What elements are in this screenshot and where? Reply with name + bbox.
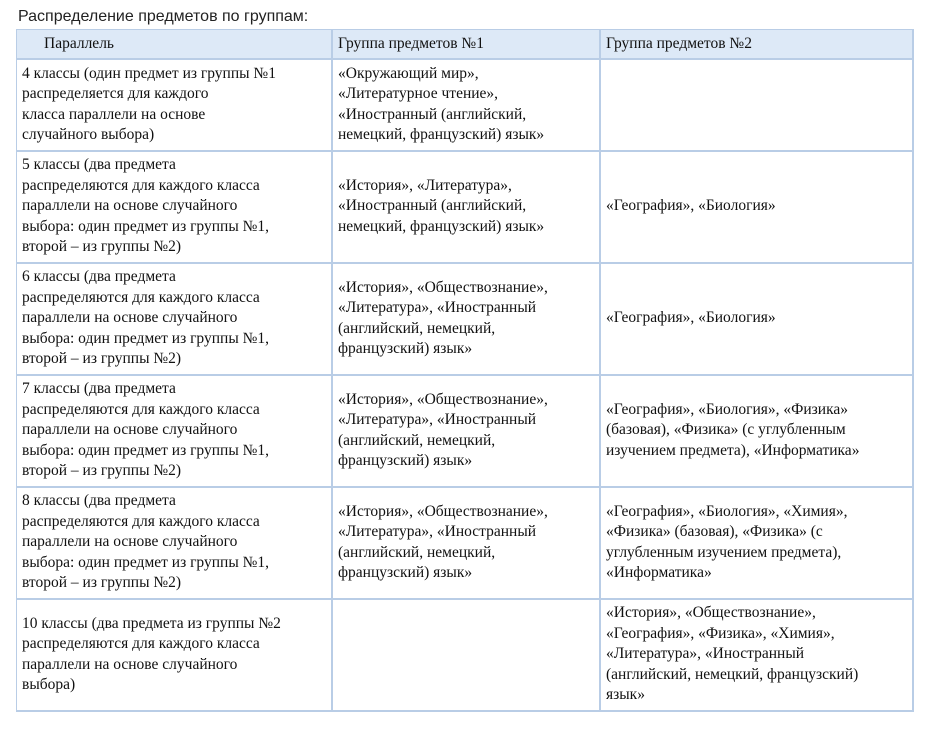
- cell-group-2: «География», «Биология», «Химия», «Физика» (базовая), «Физика» (с углубленным изучением предмета), «Информатика»: [601, 488, 914, 600]
- cell-grade: 6 классы (два предмета распределяются для каждого класса параллели на основе случайного выбора: один предмет из группы №1, второй – из группы №2): [17, 264, 333, 376]
- cell-group-2: [601, 60, 914, 152]
- cell-group-1: «История», «Обществознание», «Литература», «Иностранный (английский, немецкий, французский) язык»: [333, 376, 601, 488]
- table-body: [17, 60, 914, 712]
- cell-group-1: [333, 600, 601, 712]
- table-row: [17, 152, 914, 264]
- cell-group-1: «История», «Обществознание», «Литература», «Иностранный (английский, немецкий, французский) язык»: [333, 264, 601, 376]
- cell-grade: 7 классы (два предмета распределяются для каждого класса параллели на основе случайного выбора: один предмет из группы №1, второй – из группы №2): [17, 376, 333, 488]
- cell-grade: 8 классы (два предмета распределяются для каждого класса параллели на основе случайного выбора: один предмет из группы №1, второй – из группы №2): [17, 488, 333, 600]
- cell-group-2: «География», «Биология», «Физика» (базовая), «Физика» (с углубленным изучением предмета), «Информатика»: [601, 376, 914, 488]
- table-row: [17, 264, 914, 376]
- table-row: [17, 600, 914, 712]
- cell-group-2: «География», «Биология»: [601, 152, 914, 264]
- header-group-2: Группа предметов №2: [601, 30, 914, 60]
- table-row: [17, 376, 914, 488]
- cell-group-1: «История», «Литература», «Иностранный (английский, немецкий, французский) язык»: [333, 152, 601, 264]
- cell-grade: 4 классы (один предмет из группы №1 распределяется для каждого класса параллели на основе случайного выбора): [17, 60, 333, 152]
- cell-group-1: «История», «Обществознание», «Литература», «Иностранный (английский, немецкий, французский) язык»: [333, 488, 601, 600]
- header-grade: Параллель: [17, 30, 333, 60]
- cell-grade: 10 классы (два предмета из группы №2 распределяются для каждого класса параллели на основе случайного выбора): [17, 600, 333, 712]
- table-row: [17, 60, 914, 152]
- subject-groups-table: [16, 29, 914, 712]
- table-header: [17, 30, 914, 60]
- table-caption: Распределение предметов по группам:: [18, 8, 309, 25]
- table-row: [17, 488, 914, 600]
- cell-group-1: «Окружающий мир», «Литературное чтение», «Иностранный (английский, немецкий, французский) язык»: [333, 60, 601, 152]
- cell-group-2: «География», «Биология»: [601, 264, 914, 376]
- header-row: [17, 30, 914, 60]
- header-group-1: Группа предметов №1: [333, 30, 601, 60]
- cell-group-2: «История», «Обществознание», «География», «Физика», «Химия», «Литература», «Иностранный (английский, немецкий, французский) язык»: [601, 600, 914, 712]
- cell-grade: 5 классы (два предмета распределяются для каждого класса параллели на основе случайного выбора: один предмет из группы №1, второй – из группы №2): [17, 152, 333, 264]
